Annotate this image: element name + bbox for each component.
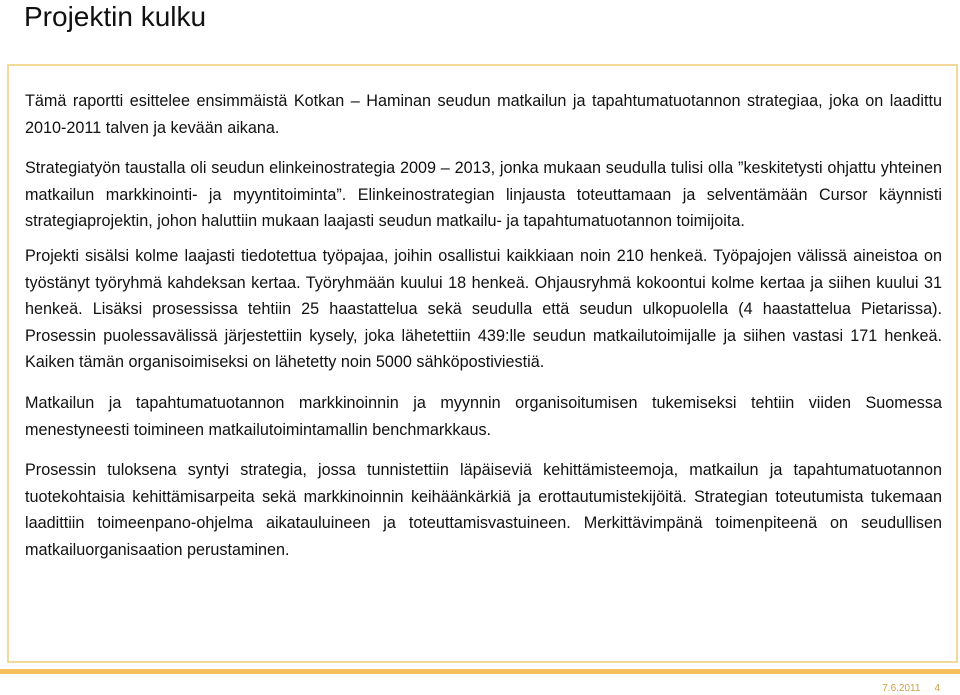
footer-date: 7.6.2011 <box>882 683 921 694</box>
paragraph-background: Strategiatyön taustalla oli seudun elinkeinostrategia 2009 – 2013, jonka mukaan seudulla tulisi olla ”keskitetysti ohjattu yhteinen matkailun markkinointi- ja myyntitoiminta”. Elinkeinostrategian linjausta toteuttamaan ja selventämään Cursor käynnisti strategiaprojektin, johon haluttiin mukaan laajasti seudun matkailu- ja tapahtumatuotannon toimijoita. <box>25 159 942 231</box>
paragraph-project: Projekti sisälsi kolme laajasti tiedotettua työpajaa, joihin osallistui kaikkiaan noin 210 henkeä. Työpajojen välissä aineistoa on työstänyt työryhmä kahdeksan kertaa. Työryhmään kuului 18 henkeä. Ohjausryhmä kokoontui kolme kertaa ja siihen kuului 31 henkeä. Lisäksi prosessissa tehtiin 25 haastattelua sekä seudulla että seudun ulkopuolella (4 haastattelua Pietarissa). Prosessin puolessavälissä järjestettiin kysely, joka lähetettiin 439:lle seudun matkailutoimijalle ja siihen vastasi 171 henkeä. Kaiken tämän organisoimiseksi on lähetetty noin 5000 sähköpostiviestiä. <box>25 246 942 372</box>
content-box <box>7 64 958 663</box>
paragraph-benchmarking: Matkailun ja tapahtumatuotannon markkinoinnin ja myynnin organisoitumisen tukemiseksi tehtiin viiden Suomessa menestyneesti toimineen matkailutoimintamallin benchmarkkaus. <box>25 393 942 439</box>
footer <box>882 683 940 695</box>
page-number: 4 <box>934 683 940 694</box>
paragraph-intro: Tämä raportti esittelee ensimmäistä Kotkan – Haminan seudun matkailun ja tapahtumatuotannon strategiaa, joka on laadittu 2010-2011 talven ja kevään aikana. <box>25 92 942 137</box>
content-body <box>25 88 942 564</box>
page-title: Projektin kulku <box>24 1 207 32</box>
footer-rule <box>0 669 960 674</box>
paragraph-result: Prosessin tuloksena syntyi strategia, jossa tunnistettiin läpäiseviä kehittämisteemoja, matkailun ja tapahtumatuotannon tuotekohtaisia kehittämisarpeita sekä markkinoinnin keihäänkärkiä ja erottautumistekijöitä. Strategian toteutumista tukemaan laadittiin toimeenpano-ohjelma aikatauluineen ja toteuttamisvastuineen. Merkittävimpänä toimenpiteenä on seudullisen matkailuorganisaation perustaminen. <box>25 461 942 559</box>
